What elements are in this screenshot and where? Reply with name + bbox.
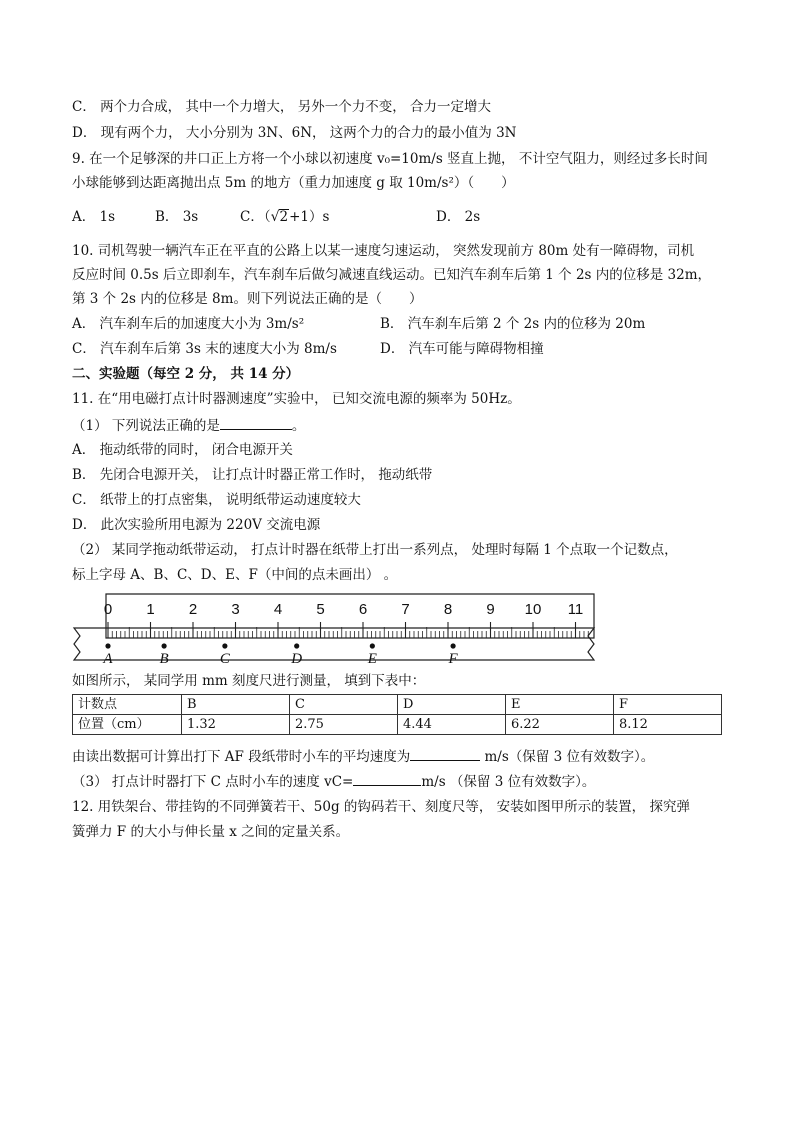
tape-point-label: B bbox=[159, 651, 169, 667]
q10-option-c: C． 汽车刹车后第 3s 末的速度大小为 8m/s bbox=[72, 341, 337, 357]
q11-part1 bbox=[72, 415, 305, 435]
q11-part2-line2: 标上字母 A、B、C、D、E、F（中间的点未画出） 。 bbox=[72, 567, 398, 583]
q11-part3-text: （3） 打点计时器打下 C 点时小车的速度 vC= bbox=[72, 774, 354, 790]
ruler-number-label: 4 bbox=[273, 601, 283, 618]
q12-stem-line1: 12. 用铁架台、带挂钩的不同弹簧若干、50g 的钩码若干、刻度尺等， 安装如图甲所示的装置， 探究弹 bbox=[72, 799, 690, 815]
tape-dot bbox=[294, 643, 299, 648]
ruler-numbers bbox=[104, 601, 583, 618]
tape-point-label: A bbox=[103, 651, 113, 667]
tape-point-label: F bbox=[448, 651, 458, 667]
tape-point-label: C bbox=[219, 651, 230, 667]
ruler-number-label: 1 bbox=[146, 601, 155, 618]
q9-stem-line1: 9. 在一个足够深的井口正上方将一个小球以初速度 v₀=10m/s 竖直上抛， 不计空气阻力，则经过多长时间 bbox=[72, 151, 708, 167]
ruler-svg bbox=[72, 590, 600, 668]
q11-part1-end: 。 bbox=[291, 418, 306, 434]
table-header-cell: F bbox=[614, 695, 722, 715]
table-header-cell: B bbox=[182, 695, 290, 715]
q10-option-a: A． 汽车刹车后的加速度大小为 3m/s² bbox=[72, 316, 305, 332]
q11-part2-line1: （2） 某同学拖动纸带运动， 打点计时器在纸带上打出一系列点， 处理时每隔 1 个点取一个记数点， bbox=[72, 542, 678, 558]
q11-part3 bbox=[72, 771, 595, 791]
table-value-cell: 1.32 bbox=[182, 715, 290, 735]
q11-part1-answer-blank[interactable] bbox=[220, 415, 292, 430]
ruler-number-label: 5 bbox=[316, 601, 325, 618]
q11-average-text: 由读出数据可计算出打下 AF 段纸带时小车的平均速度为 bbox=[72, 749, 411, 765]
q11-average-unit: m/s（保留 3 位有效数字）。 bbox=[480, 749, 655, 765]
table-header-cell: C bbox=[290, 695, 398, 715]
table-row-values bbox=[73, 715, 722, 735]
ruler-number-label: 2 bbox=[188, 601, 198, 618]
table-value-cell: 2.75 bbox=[290, 715, 398, 735]
table-value-cell: 6.22 bbox=[506, 715, 614, 735]
q11-part3-answer-blank[interactable] bbox=[353, 771, 421, 786]
tape-point-label: D bbox=[291, 651, 303, 667]
table-value-cell: 8.12 bbox=[614, 715, 722, 735]
table-header-cell: D bbox=[398, 695, 506, 715]
q10-option-b: B． 汽车刹车后第 2 个 2s 内的位移为 20m bbox=[380, 316, 646, 332]
q9-option-b: B． 3s bbox=[155, 209, 199, 225]
q9-stem-line2: 小球能够到达距离抛出点 5m 的地方（重力加速度 g 取 10m/s²）（ ） bbox=[72, 175, 515, 191]
tape-point-label: E bbox=[367, 651, 377, 667]
q11-option-b: B． 先闭合电源开关， 让打点计时器正常工作时， 拖动纸带 bbox=[72, 467, 433, 483]
tape-dot bbox=[222, 643, 227, 648]
q11-part1-text: （1） 下列说法正确的是 bbox=[72, 418, 220, 434]
ruler-number-label: 0 bbox=[103, 601, 113, 618]
q9-option-d: D． 2s bbox=[436, 209, 481, 225]
table-value-cell: 4.44 bbox=[398, 715, 506, 735]
table-row-header bbox=[73, 695, 722, 715]
table-header-cell: E bbox=[506, 695, 614, 715]
q12-stem-line2: 簧弹力 F 的大小与伸长量 x 之间的定量关系。 bbox=[72, 824, 350, 840]
tape-dot bbox=[451, 643, 456, 648]
tape-dot bbox=[162, 643, 167, 648]
tape-dot bbox=[370, 643, 375, 648]
q11-option-a: A． 拖动纸带的同时， 闭合电源开关 bbox=[72, 442, 293, 458]
q8-option-d: D． 现有两个力， 大小分别为 3N、6N， 这两个力的合力的最小值为 3N bbox=[72, 125, 517, 141]
ruler-number-label: 9 bbox=[486, 601, 495, 618]
section-heading: 二、实验题（每空 2 分， 共 14 分） bbox=[72, 366, 300, 382]
q11-measure-text: 如图所示， 某同学用 mm 刻度尺进行测量， 填到下表中： bbox=[72, 673, 426, 689]
q11-average-speed bbox=[72, 746, 654, 766]
ruler-number-label: 3 bbox=[231, 601, 240, 618]
table-header-label: 计数点 bbox=[73, 695, 182, 715]
q10-stem-line2: 反应时间 0.5s 后立即刹车，汽车刹车后做匀减速直线运动。已知汽车刹车后第 1 个 2s 内的位移是 32m， bbox=[72, 267, 712, 283]
q9-option-a: A． 1s bbox=[72, 209, 116, 225]
q9-option-c-radicand: 2 bbox=[279, 209, 289, 225]
q9-option-c-prefix: C．（ bbox=[240, 209, 271, 225]
q9-option-c-suffix: +1）s bbox=[289, 209, 330, 225]
ruler-number-label: 11 bbox=[567, 601, 584, 618]
ruler-number-label: 8 bbox=[443, 601, 453, 618]
q10-option-d: D． 汽车可能与障碍物相撞 bbox=[380, 341, 544, 357]
ruler-number-label: 10 bbox=[524, 601, 542, 618]
q11-option-c: C． 纸带上的打点密集， 说明纸带运动速度较大 bbox=[72, 492, 361, 508]
q8-option-c: C． 两个力合成， 其中一个力增大， 另外一个力不变， 合力一定增大 bbox=[72, 99, 491, 115]
q11-average-answer-blank[interactable] bbox=[410, 746, 480, 761]
q9-option-c: C．（√2+1）s bbox=[240, 209, 330, 225]
q11-part3-unit: m/s （保留 3 位有效数字）。 bbox=[421, 774, 596, 790]
ruler-number-label: 7 bbox=[401, 601, 410, 618]
table-value-label: 位置（cm） bbox=[73, 715, 182, 735]
tape-dot bbox=[105, 643, 110, 648]
q10-stem-line3: 第 3 个 2s 内的位移是 8m。则下列说法正确的是（ ） bbox=[72, 291, 423, 307]
q11-stem: 11. 在“用电磁打点计时器测速度”实验中， 已知交流电源的频率为 50Hz。 bbox=[72, 391, 521, 407]
q10-stem-line1: 10. 司机驾驶一辆汽车正在平直的公路上以某一速度匀速运动， 突然发现前方 80m 处有一障碍物，司机 bbox=[72, 243, 695, 259]
data-table bbox=[72, 694, 722, 735]
ruler-figure bbox=[72, 590, 600, 668]
ruler-number-label: 6 bbox=[358, 601, 368, 618]
q11-option-d: D． 此次实验所用电源为 220V 交流电源 bbox=[72, 517, 321, 533]
